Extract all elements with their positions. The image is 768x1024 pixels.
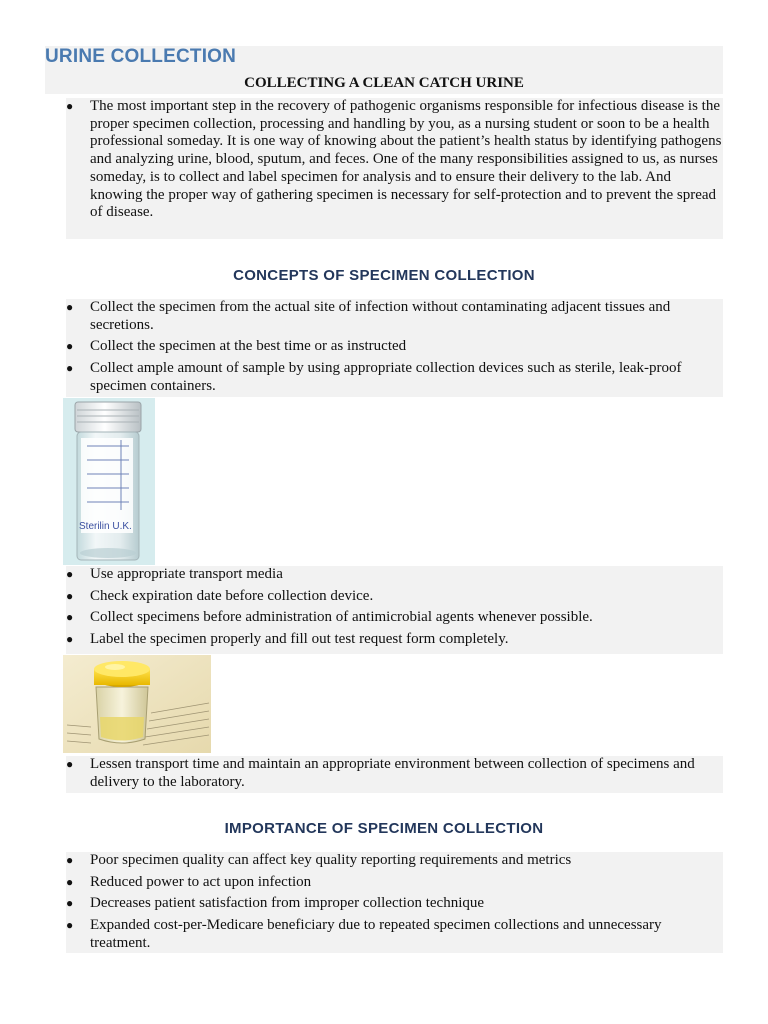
list-item — [66, 588, 723, 606]
section-subtitle: COLLECTING A CLEAN CATCH URINE — [244, 75, 524, 91]
list-item-text: Collect the specimen from the actual site of infection without contaminating adjacent tissues and secretions. — [90, 299, 671, 333]
concepts-list-1 — [66, 299, 723, 397]
list-item-text: Decreases patient satisfaction from improper collection technique — [90, 895, 485, 912]
bullet-icon: ● — [66, 567, 74, 581]
page-title: URINE COLLECTION — [45, 46, 237, 67]
list-item — [66, 756, 723, 791]
concepts-list-2 — [66, 566, 723, 654]
list-item-text: Expanded cost-per-Medicare beneficiary due to repeated specimen collections and unnecessary treatment. — [90, 917, 662, 951]
bullet-icon: ● — [66, 361, 74, 376]
importance-heading: IMPORTANCE OF SPECIMEN COLLECTION — [224, 820, 544, 837]
bullet-icon: ● — [66, 918, 74, 933]
list-item — [66, 338, 723, 356]
intro-list — [66, 98, 723, 239]
bullet-icon: ● — [66, 874, 74, 889]
importance-list — [66, 852, 723, 953]
list-item — [66, 566, 723, 584]
list-item-text: Lessen transport time and maintain an appropriate environment between collection of specimens and delivery to the laboratory. — [90, 756, 695, 790]
list-item-text: Reduced power to act upon infection — [90, 873, 312, 890]
list-item — [66, 852, 723, 870]
list-item — [66, 917, 723, 952]
list-item — [66, 299, 723, 334]
list-item-text: The most important step in the recovery of pathogenic organisms responsible for infectious disease is the proper specimen collection, processing and handling by you, as a nursing student or soon to be a health professional someday. It is one way of knowing about the patient’s health status by identifying pathogens and analyzing urine, blood, sputum, and feces. One of the many responsibilities assigned to us, as nurses someday, is to collect and label specimen for analysis and to ensure their delivery to the lab. And knowing the proper way of gathering specimen is necessary for self-protection and to prevent the spread of disease. — [90, 98, 722, 221]
bullet-icon: ● — [66, 339, 74, 354]
list-item-text: Check expiration date before collection device. — [90, 587, 374, 604]
bullet-icon: ● — [66, 610, 74, 625]
urine-sample-image — [63, 655, 211, 753]
list-item-text: Use appropriate transport media — [90, 566, 283, 582]
concepts-heading: CONCEPTS OF SPECIMEN COLLECTION — [233, 267, 535, 284]
list-item — [66, 631, 723, 649]
bullet-icon: ● — [66, 300, 74, 314]
list-item — [66, 98, 723, 222]
list-item-text: Collect ample amount of sample by using appropriate collection devices such as sterile, leak-proof specimen containers. — [90, 360, 682, 394]
list-item-text: Label the specimen properly and fill out test request form completely. — [90, 631, 509, 648]
bullet-icon: ● — [66, 757, 74, 771]
yellow-cap-urine-sample-icon — [63, 655, 211, 753]
concepts-list-3 — [66, 756, 723, 793]
container-label-text: Sterilin U.K. — [79, 521, 132, 532]
list-item — [66, 895, 723, 913]
list-item — [66, 360, 723, 395]
bullet-icon: ● — [66, 896, 74, 911]
specimen-container-image — [63, 398, 155, 565]
list-item-text: Poor specimen quality can affect key quality reporting requirements and metrics — [90, 852, 572, 868]
list-item-text: Collect specimens before administration of antimicrobial agents whenever possible. — [90, 609, 593, 626]
list-item-text: Collect the specimen at the best time or as instructed — [90, 338, 407, 355]
list-item — [66, 609, 723, 627]
bullet-icon: ● — [66, 632, 74, 647]
bullet-icon: ● — [66, 588, 74, 603]
bullet-icon: ● — [66, 853, 74, 867]
list-item — [66, 874, 723, 892]
bullet-icon: ● — [66, 99, 74, 113]
sterile-specimen-container-icon — [63, 398, 155, 565]
